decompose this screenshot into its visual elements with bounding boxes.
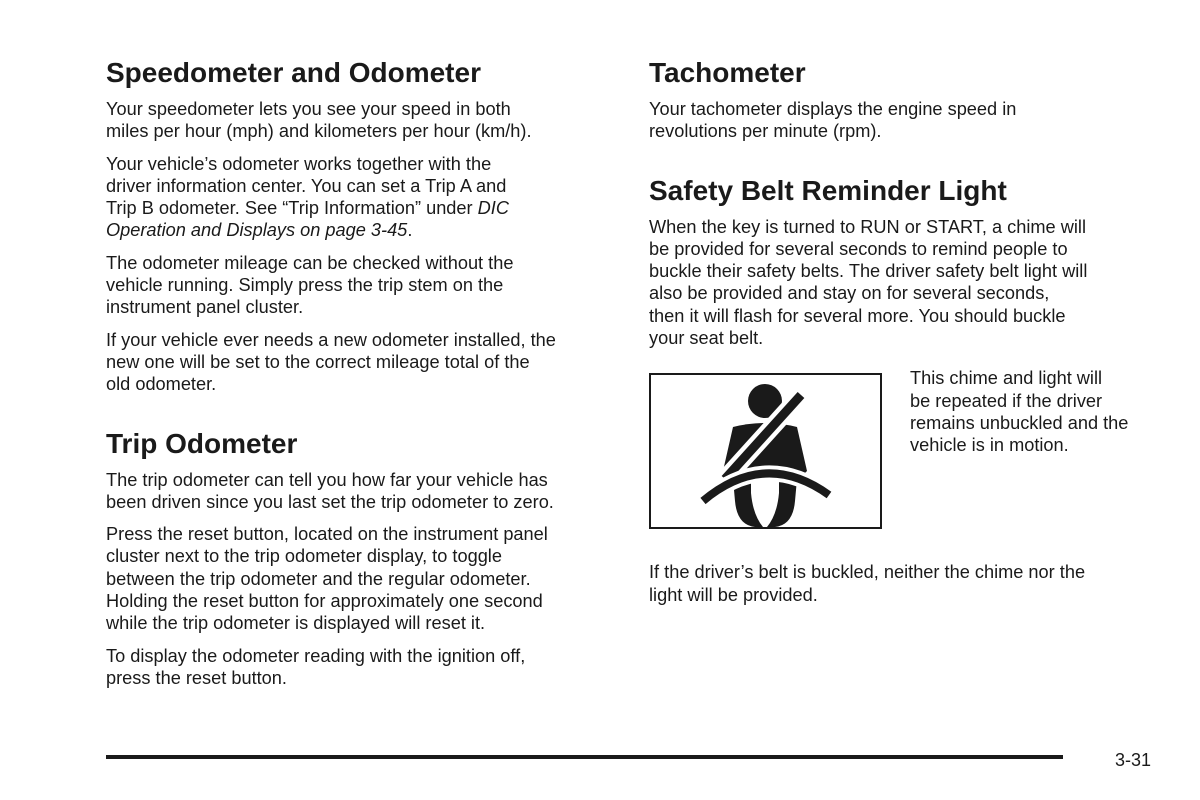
- text-line: vehicle running. Simply press the trip stem on the: [106, 275, 504, 296]
- text-line: instrument panel cluster.: [106, 297, 304, 318]
- text-line: then it will flash for several more. You should buckle: [649, 305, 1066, 326]
- text-line: be repeated if the driver: [910, 390, 1103, 411]
- text-line: revolutions per minute (rpm).: [649, 121, 882, 142]
- heading-safety-belt-reminder: Safety Belt Reminder Light: [649, 174, 1007, 206]
- text-line: vehicle is in motion.: [910, 435, 1069, 456]
- text-line: To display the odometer reading with the ignition off,: [106, 645, 526, 666]
- text-line: driver information center. You can set a Trip A and: [106, 175, 507, 196]
- text-line: Your speedometer lets you see your speed in both: [106, 99, 511, 119]
- section-spacer: [106, 406, 616, 427]
- cross-reference: DIC: [477, 198, 509, 219]
- text-line: new one will be set to the correct mileage total of the: [106, 351, 530, 372]
- heading-speedometer-odometer: Speedometer and Odometer: [106, 57, 481, 88]
- footer-rule: [106, 755, 1063, 759]
- text-line: If the driver’s belt is buckled, neither the chime nor the: [649, 562, 1086, 583]
- text-line: [106, 197, 616, 219]
- text-line: [106, 219, 616, 241]
- text-line: also be provided and stay on for several seconds,: [649, 283, 1050, 304]
- text-line: The trip odometer can tell you how far your vehicle has: [106, 469, 548, 490]
- text-line: Your tachometer displays the engine speed in: [649, 99, 1017, 119]
- text-line: your seat belt.: [649, 328, 764, 349]
- section-spacer: [649, 153, 1159, 174]
- text-line: cluster next to the trip odometer display, to toggle: [106, 546, 502, 567]
- text-line: remains unbuckled and the: [910, 412, 1129, 433]
- text-line: Your vehicle’s odometer works together with the: [106, 153, 492, 174]
- text-line: between the trip odometer and the regular odometer.: [106, 568, 531, 589]
- text-line: Press the reset button, located on the instrument panel: [106, 524, 548, 545]
- text-line: light will be provided.: [649, 584, 818, 605]
- trip-paragraph-1: [106, 469, 616, 514]
- page-number: 3-31: [1115, 750, 1152, 770]
- text-line: been driven since you last set the trip odometer to zero.: [106, 491, 554, 512]
- text-line: This chime and light will: [910, 368, 1103, 389]
- speedo-paragraph-4: [106, 329, 616, 396]
- speedo-paragraph-1: [106, 98, 616, 143]
- belt-illustration-row: [649, 368, 1159, 533]
- seat-belt-icon: [649, 373, 882, 529]
- text-line: When the key is turned to RUN or START, a chime will: [649, 216, 1086, 237]
- text-line: The odometer mileage can be checked without the: [106, 252, 514, 273]
- text-line: be provided for several seconds to remind people to: [649, 238, 1068, 259]
- text-line: Holding the reset button for approximately one second: [106, 591, 543, 612]
- text-line: buckle their safety belts. The driver safety belt light will: [649, 261, 1088, 282]
- trip-paragraph-3: [106, 645, 616, 690]
- right-column: [649, 56, 1159, 616]
- text-line: old odometer.: [106, 374, 217, 395]
- tach-paragraph-1: [649, 98, 1159, 143]
- speedo-paragraph-3: [106, 252, 616, 319]
- cross-reference: Operation and Displays on page 3-45: [106, 220, 408, 241]
- seat-belt-symbol: [651, 375, 880, 527]
- text-line: while the trip odometer is displayed will reset it.: [106, 613, 486, 634]
- text-fragment: .: [407, 220, 413, 241]
- left-column: [106, 56, 616, 699]
- belt-paragraph-2: [649, 561, 1159, 606]
- belt-paragraph-1: [649, 216, 1159, 350]
- trip-paragraph-2: [106, 523, 616, 634]
- heading-trip-odometer: Trip Odometer: [106, 427, 298, 459]
- belt-side-text: [910, 367, 1170, 456]
- text-line: If your vehicle ever needs a new odometer installed, the: [106, 329, 556, 350]
- heading-tachometer: Tachometer: [649, 57, 806, 88]
- speedo-paragraph-2: [106, 153, 616, 242]
- text-line: miles per hour (mph) and kilometers per hour (km/h).: [106, 121, 532, 142]
- text-fragment: Trip B odometer. See “Trip Information” under: [106, 198, 478, 219]
- text-line: press the reset button.: [106, 667, 287, 688]
